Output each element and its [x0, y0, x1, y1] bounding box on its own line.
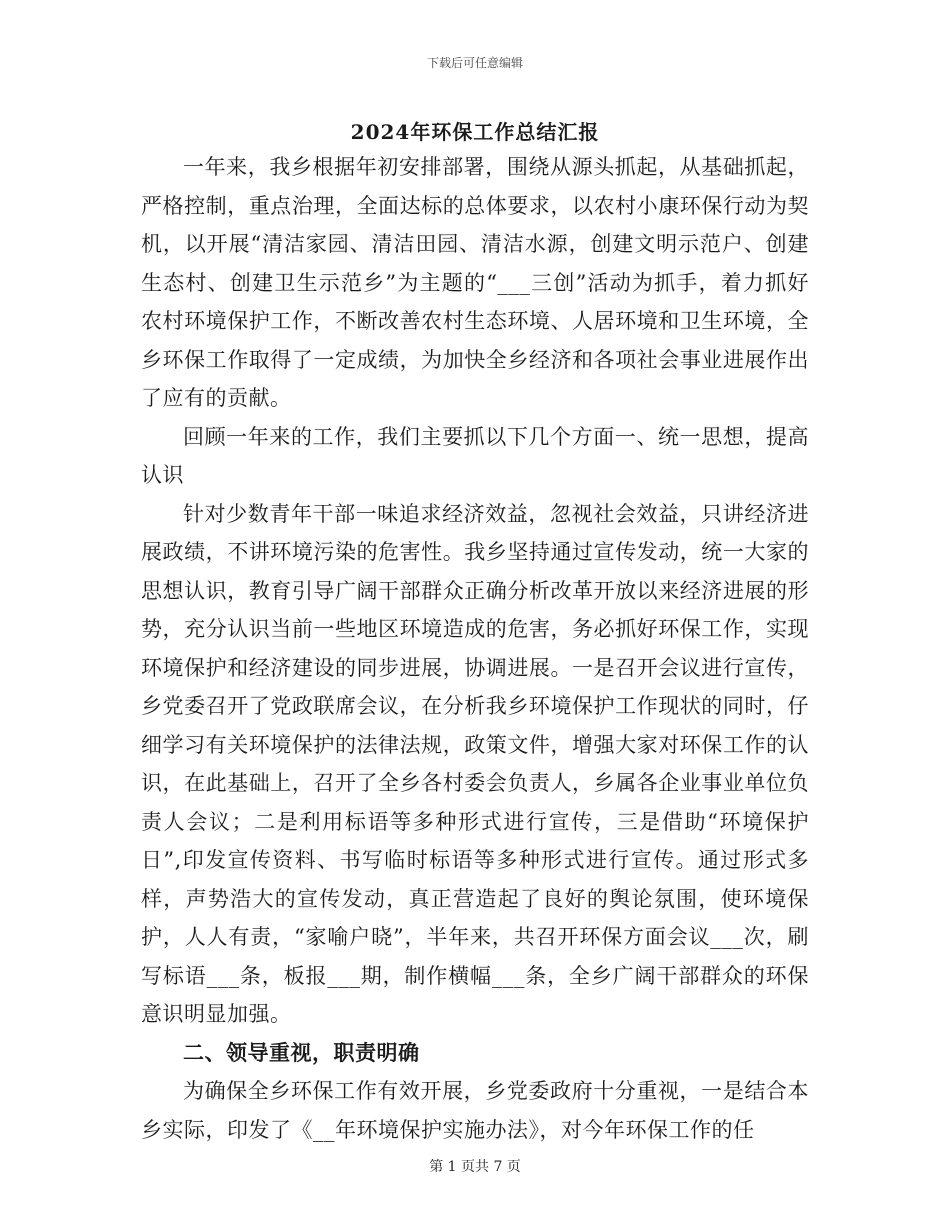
document-title: 2024年环保工作总结汇报 [350, 120, 600, 144]
header-note: 下载后可任意编辑 [426, 56, 523, 70]
paragraph-review: 回顾一年来的工作，我们主要抓以下几个方面一、统一思想，提高认识 [141, 424, 809, 487]
section-heading: 二、领导重视，职责明确 [183, 1040, 420, 1065]
document-body [141, 148, 809, 1149]
paragraph-thinking: 针对少数青年干部一味追求经济效益，忽视社会效益，只讲经济进展政绩，不讲环境污染的危害性。我乡坚持通过宣传发动，统一大家的思想认识，教育引导广阔干部群众正确分析改革开放以来经济进展的形势，充分认识当前一些地区环境造成的危害，务必抓好环保工作，实现环境保护和经济建设的同步进展，协调进展。一是召开会议进行宣传，乡党委召开了党政联席会议，在分析我乡环境保护工作现状的同时，仔细学习有关环境保护的法律法规，政策文件，增强大家对环保工作的认识，在此基础上，召开了全乡各村委会负责人，乡属各企业事业单位负责人会议；二是利用标语等多种形式进行宣传，三是借助“环境保护日”,印发宣传资料、书写临时标语等多种形式进行宣传。通过形式多样，声势浩大的宣传发动，真正营造起了良好的舆论氛围，使环境保护，人人有责，“家喻户晓”，半年来，共召开环保方面会议___次，刷写标语___条，板报___期，制作横幅___条，全乡广阔干部群众的环保意识明显加强。 [141, 501, 809, 1026]
paragraph-intro: 一年来，我乡根据年初安排部署，围绕从源头抓起，从基础抓起，严格控制，重点治理，全面达标的总体要求，以农村小康环保行动为契机，以开展“清洁家园、清洁田园、清洁水源，创建文明示范户、创建生态村、创建卫生示范乡”为主题的“___三创”活动为抓手，着力抓好农村环境保护工作，不断改善农村生态环境、人居环境和卫生环境，全乡环保工作取得了一定成绩，为加快全乡经济和各项社会事业进展作出了应有的贡献。 [141, 155, 809, 410]
page-footer: 第 1 页共 7 页 [429, 1159, 521, 1175]
paragraph-leadership: 为确保全乡环保工作有效开展，乡党委政府十分重视，一是结合本乡实际，印发了《__年环境保护实施办法》，对今年环保工作的任 [141, 1079, 809, 1142]
